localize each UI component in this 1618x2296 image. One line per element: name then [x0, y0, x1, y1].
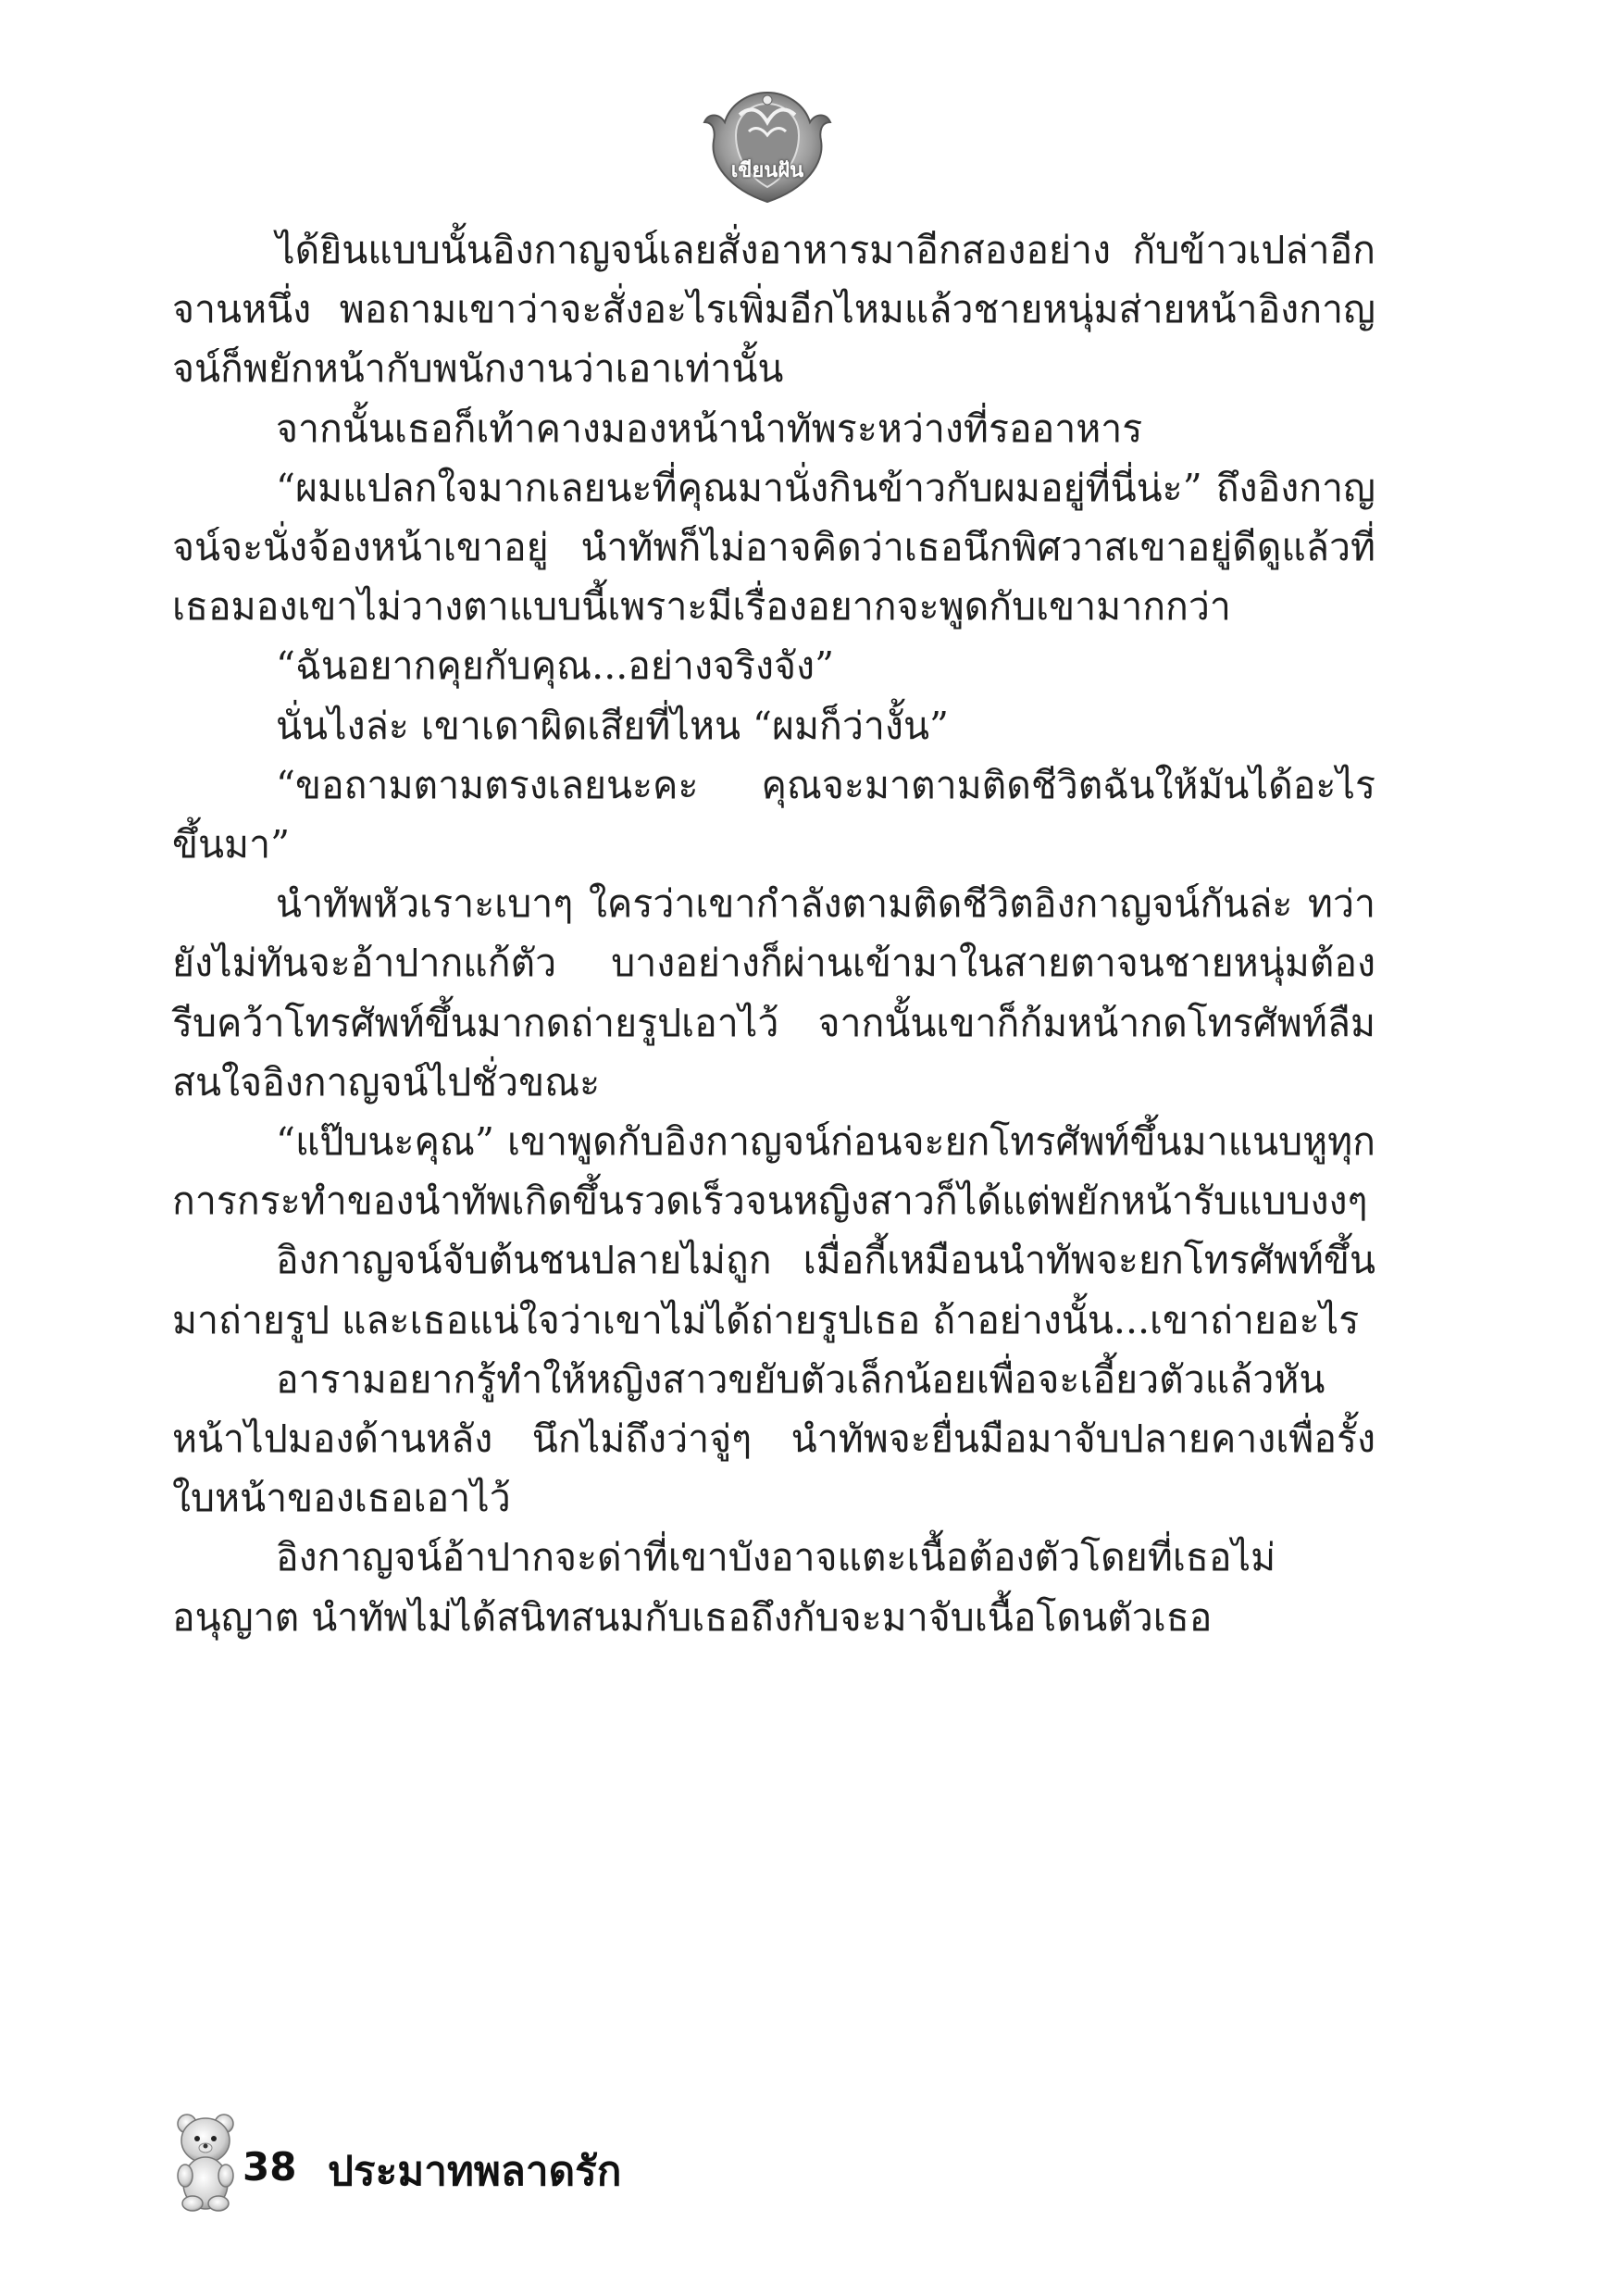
- story-text: [172, 220, 1375, 1647]
- paragraph: อารามอยากรู้ทำให้หญิงสาวขยับตัวเล็กน้อยเพื่อจะเอี้ยวตัวแล้วหันหน้าไปมองด้านหลัง นึกไม่ถึงว่าจู่ๆ นำทัพจะยื่นมือมาจับปลายคางเพื่อรั้งใบหน้าของเธอเอาไว้: [172, 1356, 1375, 1521]
- paragraph: อิงกาญจน์จับต้นชนปลายไม่ถูก เมื่อกี้เหมือนนำทัพจะยกโทรศัพท์ขึ้นมาถ่ายรูป และเธอแน่ใจว่าเขาไม่ได้ถ่ายรูปเธอ ถ้าอย่างนั้น...เขาถ่ายอะไร: [172, 1238, 1375, 1342]
- ornament-icon: [693, 85, 841, 209]
- paragraph: “ขอถามตามตรงเลยนะคะ คุณจะมาตามติดชีวิตฉันให้มันได้อะไรขึ้นมา”: [172, 762, 1375, 867]
- paragraph: จากนั้นเธอก็เท้าคางมองหน้านำทัพระหว่างที่รออาหาร: [276, 406, 1143, 451]
- logo-text: เขียนฝัน: [730, 159, 804, 182]
- paragraph: อิงกาญจน์อ้าปากจะด่าที่เขาบังอาจแตะเนื้อต้องตัวโดยที่เธอไม่อนุญาต นำทัพไม่ได้สนิทสนมกับเธอถึงกับจะมาจับเนื้อโดนตัวเธอ: [172, 1535, 1276, 1640]
- publisher-logo: [693, 85, 841, 209]
- paragraph: “แป๊บนะคุณ” เขาพูดกับอิงกาญจน์ก่อนจะยกโทรศัพท์ขึ้นมาแนบหูทุกการกระทำของนำทัพเกิดขึ้นรวดเร็วจนหญิงสาวก็ได้แต่พยักหน้ารับแบบงงๆ: [172, 1119, 1375, 1224]
- paragraph: นำทัพหัวเราะเบาๆ ใครว่าเขากำลังตามติดชีวิตอิงกาญจน์กันล่ะ ทว่ายังไม่ทันจะอ้าปากแก้ตัว บางอย่างก็ผ่านเข้ามาในสายตาจนชายหนุ่มต้องรีบคว้าโทรศัพท์ขึ้นมากดถ่ายรูปเอาไว้ จากนั้นเขาก็ก้มหน้ากดโทรศัพท์ลืมสนใจอิงกาญจน์ไปชั่วขณะ: [172, 881, 1375, 1104]
- paragraph: นั่นไงล่ะ เขาเดาผิดเสียที่ไหน “ผมก็ว่างั้น”: [276, 703, 949, 748]
- paragraph: “ฉันอยากคุยกับคุณ...อย่างจริงจัง”: [276, 643, 835, 689]
- paragraph: “ผมแปลกใจมากเลยนะที่คุณมานั่งกินข้าวกับผมอยู่ที่นี่น่ะ” ถึงอิงกาญจน์จะนั่งจ้องหน้าเขาอยู่ นำทัพก็ไม่อาจคิดว่าเธอนึกพิศวาสเขาอยู่ดีดูแล้วที่เธอมองเขาไม่วางตาแบบนี้เพราะมีเรื่องอยากจะพูดกับเขามากกว่า: [172, 465, 1375, 630]
- page-number: 38: [243, 2144, 297, 2190]
- teddy-bear-icon: [172, 2111, 239, 2213]
- paragraph: ได้ยินแบบนั้นอิงกาญจน์เลยสั่งอาหารมาอีกสองอย่าง กับข้าวเปล่าอีกจานหนึ่ง พอถามเขาว่าจะสั่งอะไรเพิ่มอีกไหมแล้วชายหนุ่มส่ายหน้าอิงกาญจน์ก็พยักหน้ากับพนักงานว่าเอาเท่านั้น: [172, 228, 1375, 392]
- page-footer: [172, 2111, 1005, 2222]
- book-title: ประมาทพลาดรัก: [328, 2148, 622, 2195]
